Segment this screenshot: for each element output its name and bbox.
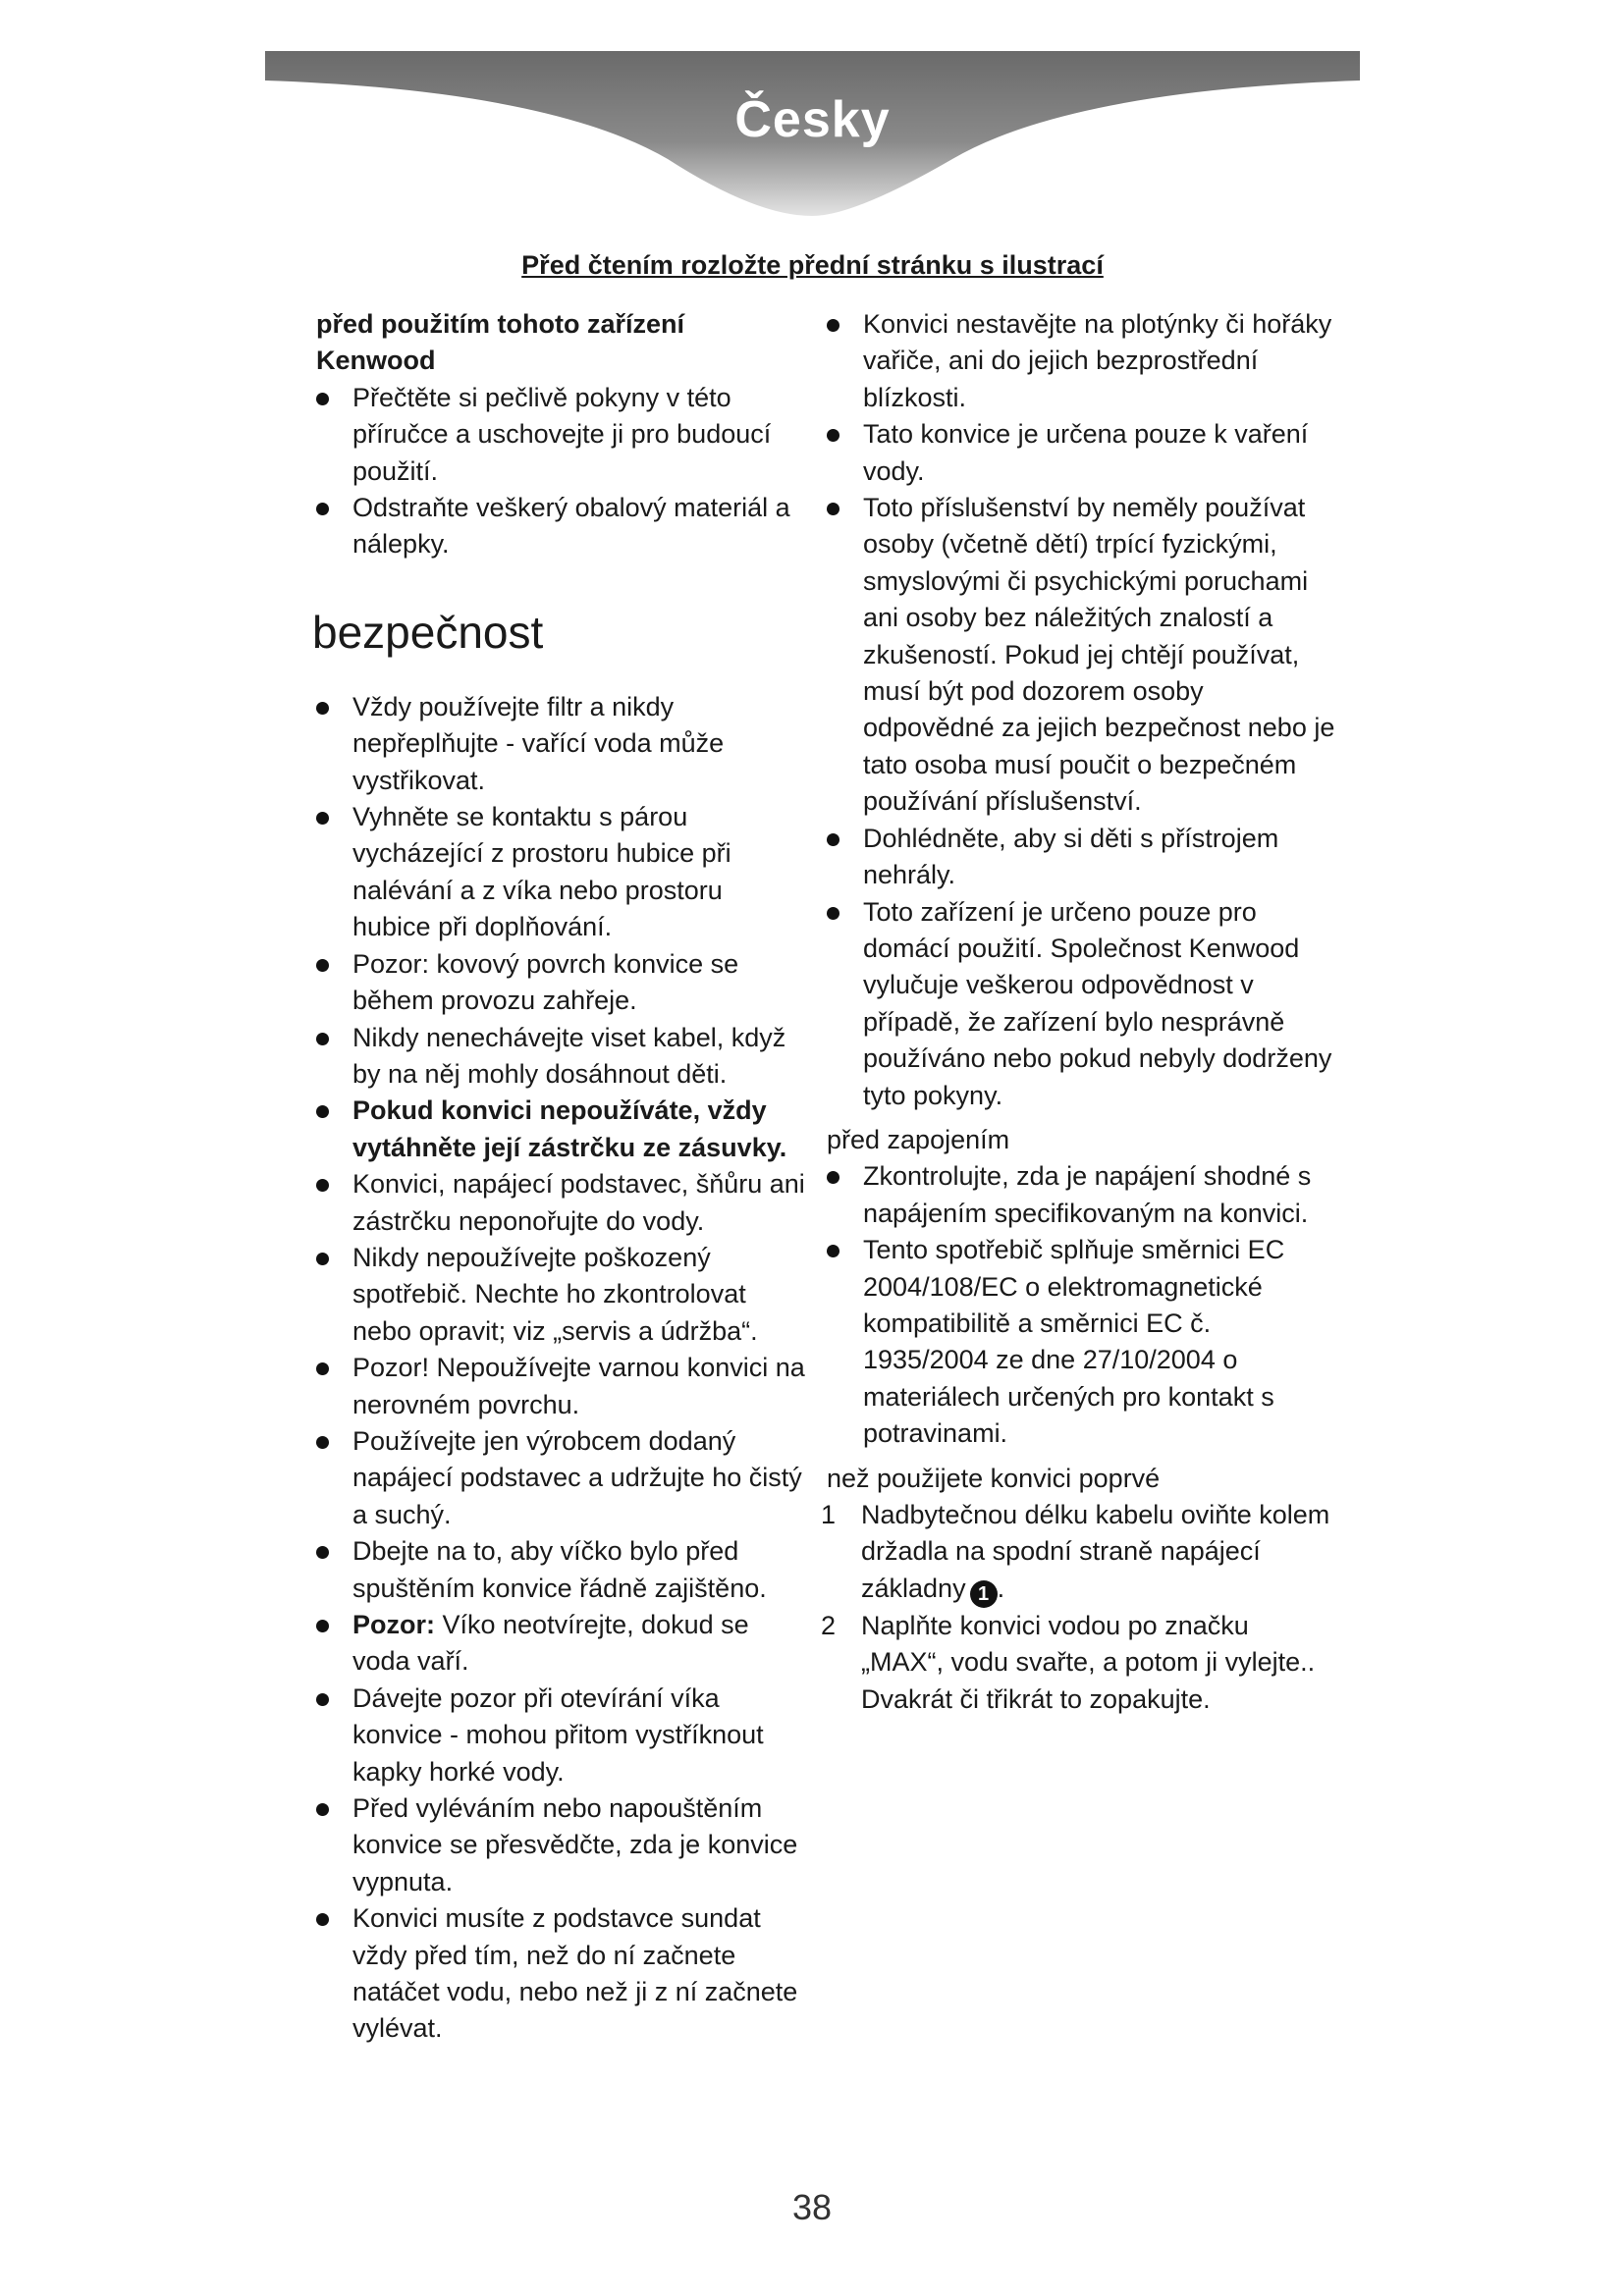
list-item: Přečtěte si pečlivě pokyny v této příručce a uschovejte ji pro budoucí použití. (316, 380, 807, 490)
item-text: Nikdy nepoužívejte poškozený spotřebič. Nechte ho zkontrolovat nebo opravit; viz „servis a údržba“. (352, 1242, 758, 1346)
list-item (316, 689, 807, 799)
item-text: Pozor: kovový povrch konvice se během provozu zahřeje. (352, 948, 739, 1016)
fold-out-notice: Před čtením rozložte přední stránku s ilustrací (521, 250, 1104, 280)
list-item (316, 1681, 807, 1790)
page-title: Česky (734, 91, 891, 148)
step-text: Naplňte konvici vodou po značku „MAX“, vodu svařte, a potom ji vylejte.. Dvakrát či třikrát to zopakujte. (861, 1610, 1316, 1714)
step-number: 1 (821, 1500, 837, 1529)
item-text: Víko neotvírejte, dokud se voda vaří. (352, 1610, 749, 1677)
list-item (316, 1423, 807, 1533)
list-item: Odstraňte veškerý obalový materiál a nálepky. (316, 490, 807, 563)
list-item (316, 1900, 807, 2048)
list-item (316, 1166, 807, 1240)
item-text: Vždy používejte filtr a nikdy nepřeplňujte - vařící voda může vystřikovat. (352, 691, 725, 795)
step-number: 2 (821, 1610, 837, 1640)
item-text: Nikdy nenechávejte viset kabel, když by na něj mohly dosáhnout děti. (352, 1022, 786, 1089)
list-item: Toto zařízení je určeno pouze pro domácí použití. Společnost Kenwood vylučuje veškerou odpovědnost v případě, že zařízení bylo nesprávně používáno nebo pokud nebyly dodrženy tyto pokyny. (827, 894, 1337, 1114)
list-item: Tato konvice je určena pouze k vaření vody. (827, 416, 1337, 490)
bold-text: Pokud konvici nepoužíváte, vždy vytáhněte její zástrčku ze zásuvky. (352, 1095, 787, 1162)
item-text: Konvici, napájecí podstavec, šňůru ani zástrčku neponořujte do vody. (352, 1169, 805, 1236)
step-item (821, 1608, 1337, 1718)
item-text: Pozor! Nepoužívejte varnou konvici na nerovném povrchu. (352, 1353, 805, 1419)
step-item (821, 1497, 1337, 1608)
list-item (316, 1020, 807, 1094)
list-item (316, 1240, 807, 1350)
list-item (316, 946, 807, 1020)
bold-text: Pozor: (352, 1610, 435, 1639)
item-text: Vyhněte se kontaktu s párou vycházející z prostoru hubice při nalévání a z víka nebo prostoru hubice při doplňování. (352, 802, 731, 942)
list-item (316, 1350, 807, 1423)
first-use-steps (821, 1497, 1337, 1718)
list-item (316, 1607, 807, 1681)
step-text-end: . (997, 1573, 1005, 1603)
safety-list-continued (827, 306, 1337, 1114)
first-use-heading: než použijete konvici poprvé (827, 1463, 1161, 1493)
item-text: Používejte jen výrobcem dodaný napájecí podstavec a udržujte ho čistý a suchý. (352, 1425, 802, 1529)
list-item: Zkontrolujte, zda je napájení shodné s napájením specifikovaným na konvici. (827, 1158, 1337, 1232)
step-text: Nadbytečnou délku kabelu oviňte kolem držadla na spodní straně napájecí základny (861, 1500, 1330, 1603)
figure-ref-icon: 1 (970, 1580, 998, 1608)
list-item: Tento spotřebič splňuje směrnici EC 2004/108/EC o elektromagnetické kompatibilitě a směrnici EC č. 1935/2004 ze dne 27/10/2004 o materiálech určených pro kontakt s potravinami. (827, 1232, 1337, 1452)
connect-heading: před zapojením (827, 1124, 1010, 1154)
item-text: Dávejte pozor při otevírání víka konvice - mohou přitom vystříknout kapky horké vody. (352, 1682, 764, 1787)
right-column (821, 306, 1337, 1718)
safety-title: bezpečnost (312, 606, 544, 658)
item-text: Konvici musíte z podstavce sundat vždy před tím, než do ní začnete natáčet vodu, nebo než ji z ní začnete vylévat. (352, 1903, 798, 2044)
list-item (316, 1790, 807, 1900)
list-item (316, 1093, 807, 1166)
list-item (316, 1533, 807, 1607)
safety-list (316, 689, 807, 2048)
list-item: Toto příslušenství by neměly používat osoby (včetně dětí) trpící fyzickými, smyslovými či psychickými poruchami ani osoby bez náležitých znalostí a zkušeností. Pokud jej chtějí používat, musí být pod dozorem osoby odpovědné za jejich bezpečnost nebo je tato osoba musí poučit o bezpečném používání příslušenství. (827, 490, 1337, 821)
intro-heading: před použitím tohoto zařízení Kenwood (316, 309, 684, 376)
connect-list (827, 1158, 1337, 1452)
list-item (316, 799, 807, 946)
intro-list (316, 380, 807, 563)
item-text: Před vyléváním nebo napouštěním konvice se přesvědčte, zda je konvice vypnuta. (352, 1793, 798, 1896)
item-text: Dbejte na to, aby víčko bylo před spuštěním konvice řádně zajištěno. (352, 1536, 767, 1603)
left-column (312, 306, 807, 2048)
list-item: Dohlédněte, aby si děti s přístrojem nehrály. (827, 821, 1337, 894)
list-item: Konvici nestavějte na plotýnky či hořáky vařiče, ani do jejich bezprostřední blízkosti. (827, 306, 1337, 416)
page-number: 38 (791, 2187, 833, 2227)
